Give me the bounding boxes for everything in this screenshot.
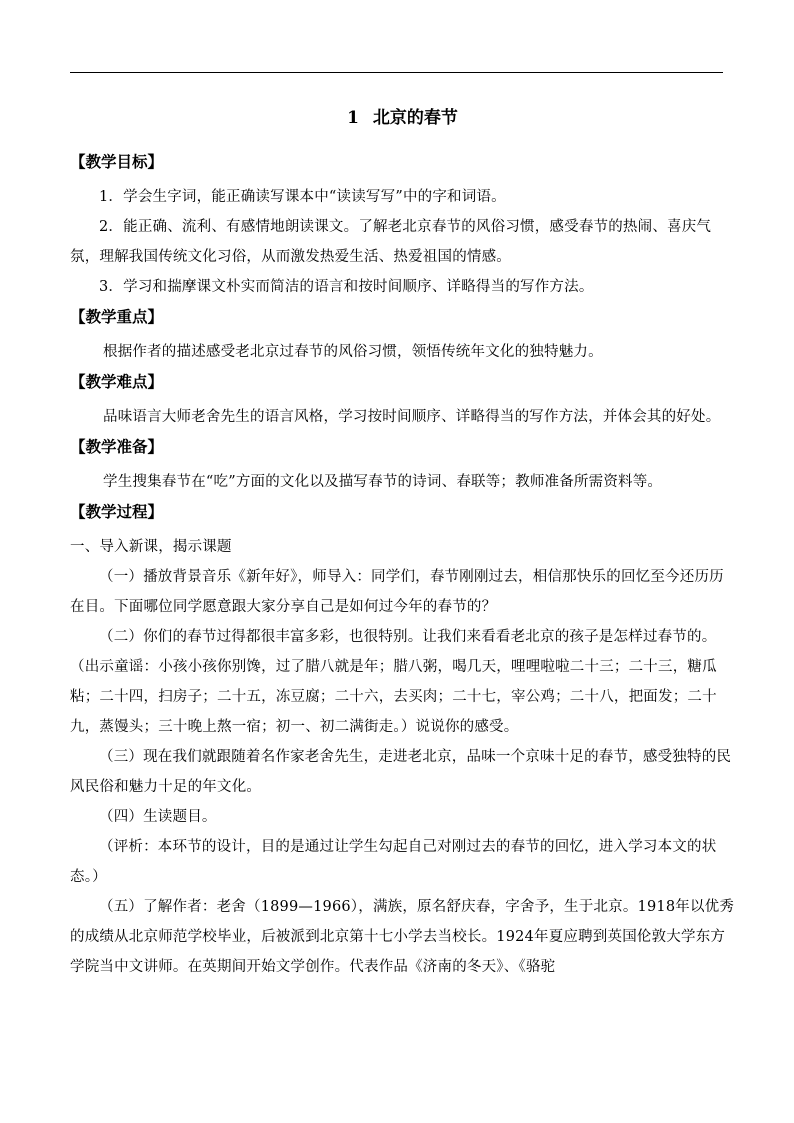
section-heading-difficulty: 【教学难点】 bbox=[70, 372, 164, 391]
document-body bbox=[70, 100, 735, 982]
section-heading-prep: 【教学准备】 bbox=[70, 437, 164, 456]
goal-item-1: 1．学会生字词，能正确读写课本中“读读写写”中的字和词语。 bbox=[99, 189, 506, 205]
process-paragraph: （五）了解作者：老舍（1899—1966），满族，原名舒庆春，字舍予，生于北京。1918年以优秀的成绩从北京师范学校毕业，后被派到北京第十七小学去当校长。1924年夏应聘到英国伦敦大学东方学院当中文讲师。在英期间开始文学创作。代表作品《济南的冬天》、《骆驼 bbox=[70, 899, 735, 975]
process-paragraph: （三）现在我们就跟随着名作家老舍先生，走进老北京，品味一个京味十足的春节，感受独特的民风民俗和魅力十足的年文化。 bbox=[70, 749, 732, 795]
goal-item-2: 2．能正确、流利、有感情地朗读课文。了解老北京春节的风俗习惯，感受春节的热闹、喜庆气氛，理解我国传统文化习俗，从而激发热爱生活、热爱祖国的情感。 bbox=[70, 219, 712, 265]
process-paragraph: （四）生读题目。 bbox=[99, 809, 217, 825]
difficulty-text: 品味语言大师老舍先生的语言风格，学习按时间顺序、详略得当的写作方法，并体会其的好处。 bbox=[103, 409, 721, 425]
lesson-title bbox=[70, 108, 735, 128]
lesson-number: 1 bbox=[347, 108, 359, 128]
lesson-title-text: 北京的春节 bbox=[372, 108, 458, 128]
process-paragraph: （评析：本环节的设计，目的是通过让学生勾起自己对刚过去的春节的回忆，进入学习本文的状态。） bbox=[70, 839, 717, 885]
process-paragraph: （二）你们的春节过得都很丰富多彩，也很特别。让我们来看看老北京的孩子是怎样过春节的。（出示童谣：小孩小孩你别馋，过了腊八就是年；腊八粥，喝几天，哩哩啦啦二十三；二十三，糖瓜粘；二十四，扫房子；二十五，冻豆腐；二十六，去买肉；二十七，宰公鸡；二十八，把面发；二十九，蒸馒头；三十晚上熬一宿；初一、初二满街走。）说说你的感受。 bbox=[70, 629, 717, 735]
section-heading-process: 【教学过程】 bbox=[70, 502, 164, 521]
section-heading-key: 【教学重点】 bbox=[70, 307, 164, 326]
process-step-1: 一、导入新课，揭示课题 bbox=[70, 539, 232, 555]
goal-item-3: 3．学习和揣摩课文朴实而简洁的语言和按时间顺序、详略得当的写作方法。 bbox=[99, 279, 594, 295]
section-heading-goals: 【教学目标】 bbox=[70, 152, 164, 171]
prep-text: 学生搜集春节在“吃”方面的文化以及描写春节的诗词、春联等；教师准备所需资料等。 bbox=[103, 474, 663, 490]
header-rule bbox=[70, 72, 723, 73]
key-text: 根据作者的描述感受老北京过春节的风俗习惯，领悟传统年文化的独特魅力。 bbox=[103, 344, 603, 360]
process-paragraph: （一）播放背景音乐《新年好》，师导入：同学们，春节刚刚过去，相信那快乐的回忆至今还历历在目。下面哪位同学愿意跟大家分享自己是如何过今年的春节的？ bbox=[70, 569, 724, 615]
